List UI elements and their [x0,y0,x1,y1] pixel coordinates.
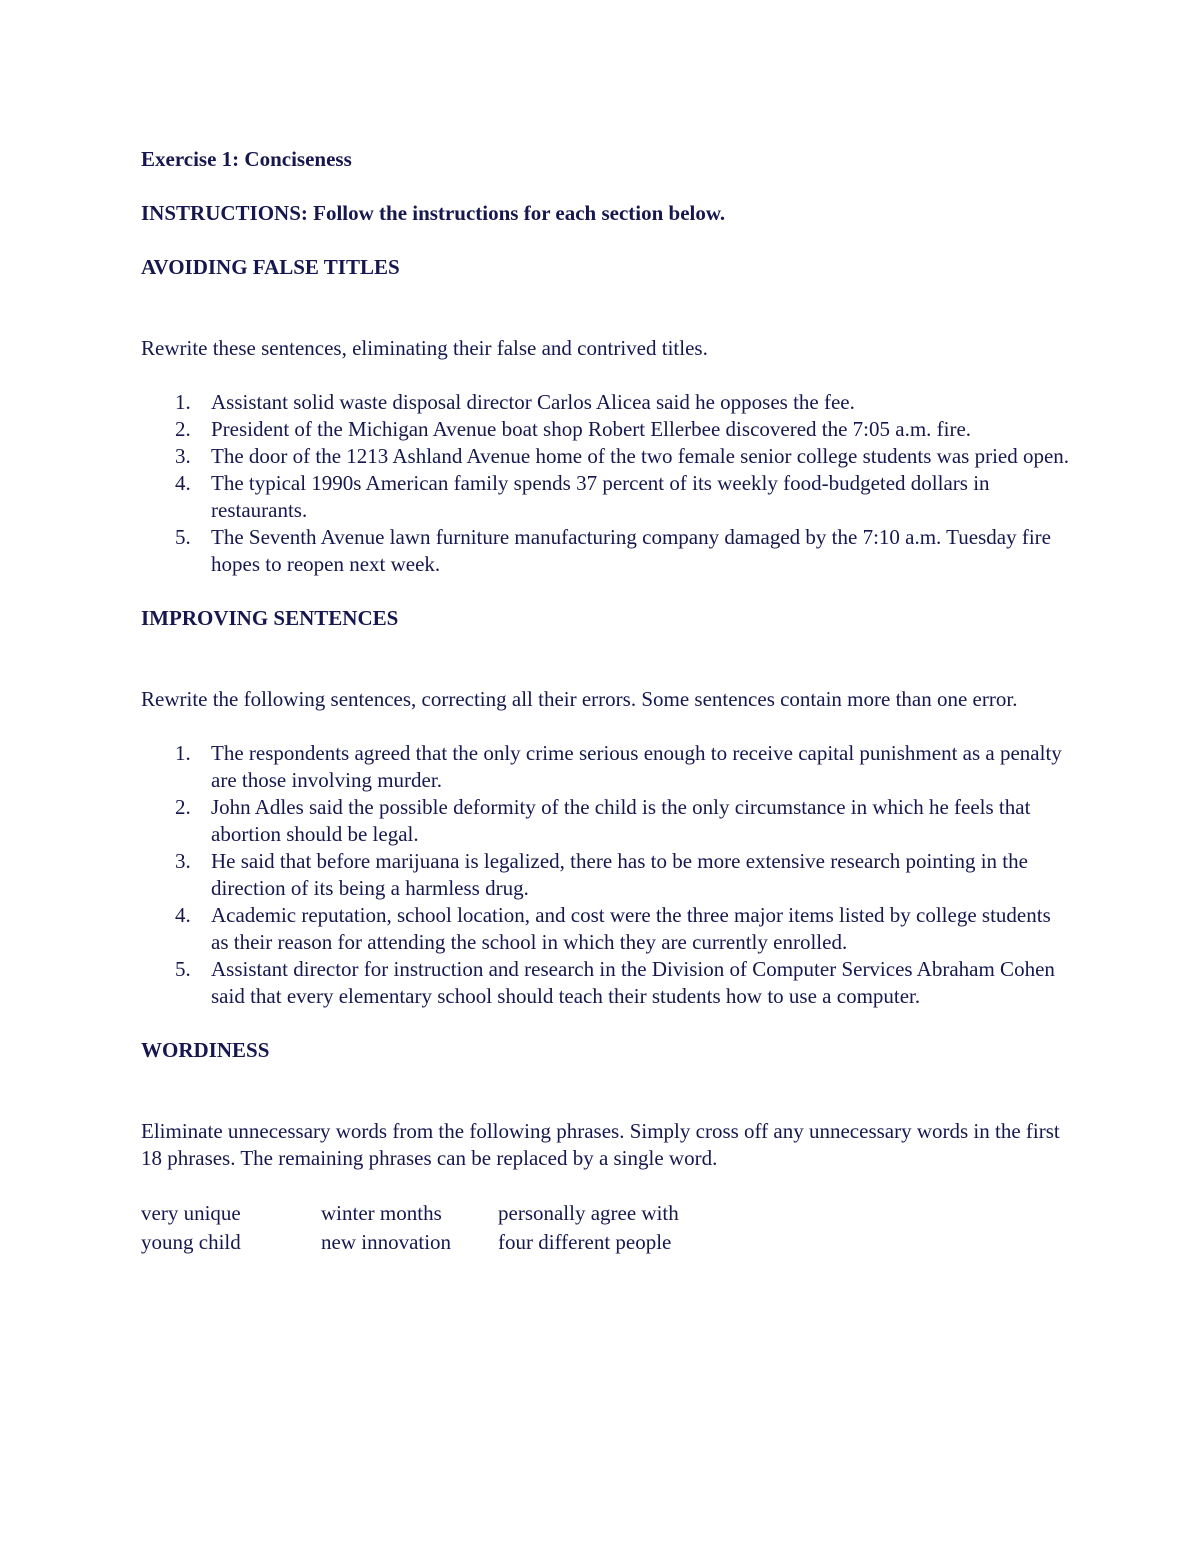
list-item [141,902,1071,956]
list-item-text: John Adles said the possible deformity of the child is the only circumstance in which he feels that abortion should be legal. [211,795,1031,846]
list-item-text: Assistant director for instruction and research in the Division of Computer Services Abraham Cohen said that every elementary school should teach their students how to use a computer. [211,957,1055,1008]
phrase-row [141,1199,679,1228]
list-number: 2. [175,417,191,441]
list-number: 4. [175,471,191,495]
section-title-improving-sentences: IMPROVING SENTENCES [141,606,399,630]
numbered-list [141,389,1071,578]
list-item [141,416,1071,443]
phrase-cell: four different people [498,1230,672,1254]
list-number: 1. [175,390,191,414]
list-item-text: The door of the 1213 Ashland Avenue home of the two female senior college students was pried open. [211,444,1070,468]
list-number: 4. [175,903,191,927]
section-prompt: Eliminate unnecessary words from the following phrases. Simply cross off any unnecessary words in the first 18 phrases. The remaining phrases can be replaced by a single word. [141,1119,1060,1170]
phrase-row [141,1228,679,1257]
document-page [141,146,1071,1257]
section-prompt: Rewrite these sentences, eliminating their false and contrived titles. [141,336,708,360]
list-item-text: The typical 1990s American family spends 37 percent of its weekly food-budgeted dollars in restaurants. [211,471,990,522]
list-number: 2. [175,795,191,819]
list-item [141,794,1071,848]
phrase-cell: new innovation [321,1230,452,1254]
list-item-text: Assistant solid waste disposal director Carlos Alicea said he opposes the fee. [211,390,855,414]
list-item [141,956,1071,1010]
section-title-avoiding-false-titles: AVOIDING FALSE TITLES [141,255,400,279]
section-prompt: Rewrite the following sentences, correcting all their errors. Some sentences contain more than one error. [141,687,1018,711]
phrase-cell: winter months [321,1201,442,1225]
list-item [141,848,1071,902]
list-number: 5. [175,957,191,981]
list-number: 1. [175,741,191,765]
list-item [141,470,1071,524]
phrase-cell: young child [141,1230,241,1254]
list-item [141,389,1071,416]
list-item-text: The respondents agreed that the only crime serious enough to receive capital punishment as a penalty are those involving murder. [211,741,1062,792]
list-item [141,524,1071,578]
list-item-text: Academic reputation, school location, and cost were the three major items listed by college students as their reason for attending the school in which they are currently enrolled. [211,903,1051,954]
phrase-table [141,1199,679,1257]
section-title-wordiness: WORDINESS [141,1038,270,1062]
list-item [141,443,1071,470]
exercise-title: Exercise 1: Conciseness [141,147,352,171]
list-item-text: He said that before marijuana is legalized, there has to be more extensive research pointing in the direction of its being a harmless drug. [211,849,1028,900]
numbered-list [141,740,1071,1010]
phrase-cell: personally agree with [498,1201,679,1225]
list-number: 5. [175,525,191,549]
list-item-text: President of the Michigan Avenue boat shop Robert Ellerbee discovered the 7:05 a.m. fire. [211,417,972,441]
phrase-cell: very unique [141,1201,241,1225]
list-item [141,740,1071,794]
list-number: 3. [175,444,191,468]
instructions-line: INSTRUCTIONS: Follow the instructions for each section below. [141,201,726,225]
list-item-text: The Seventh Avenue lawn furniture manufacturing company damaged by the 7:10 a.m. Tuesday fire hopes to reopen next week. [211,525,1051,576]
list-number: 3. [175,849,191,873]
